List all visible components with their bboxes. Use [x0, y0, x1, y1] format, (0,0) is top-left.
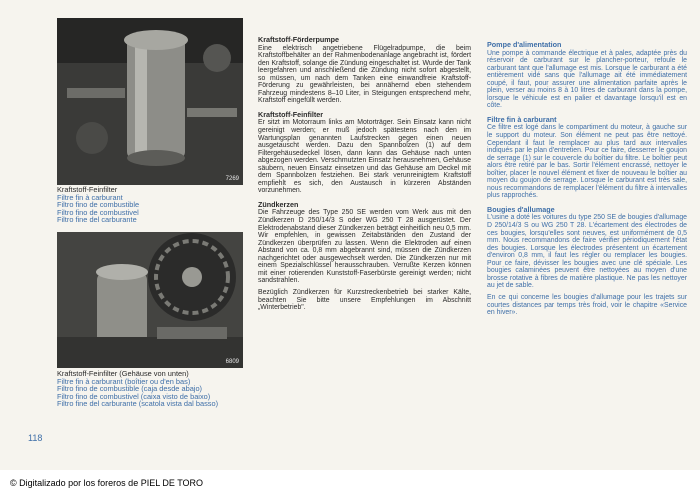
section-heading: Zündkerzen — [258, 199, 299, 209]
caption-translation: Filtro fine del carburante (scatola vista dal basso) — [57, 399, 219, 409]
caption-fuel-filter-housing — [57, 370, 218, 408]
section-paragraph: Er sitzt im Motorraum links am Motorträger. Sein Einsatz kann nicht gereinigt werden; er muß jedoch spätestens nach den im Wartungsplan genannten Laufstrecken gegen einen neuen ausgetauscht werden. Dazu den Spannbolzen (1) auf dem Filtergehäusedeckel lösen, dann kann das Gehäuse nach unten abgezogen werden. Verschmutzten Einsatz herausnehmen, Gehäuse säubern, neuen Einsatz einsetzen und das Gehäuse am Deckel mit dem Spannbolzen festziehen. Bei stark verunreinigtem Kraftstoff empfiehlt es sich, den Austausch in kürzeren Abständen vorzunehmen. — [258, 119, 471, 195]
section-heading: Pompe d'alimentation — [487, 40, 562, 49]
caption-translation: Filtro fino de combustivel (caixa visto de baixo) — [57, 391, 211, 401]
section-fuel-pump — [258, 36, 471, 105]
photo-number: 6809 — [225, 359, 239, 365]
caption-german: Kraftstoff-Feinfilter (Gehäuse von unten) — [57, 369, 189, 378]
fuel-filter-illustration — [57, 18, 243, 185]
caption-translation: Filtro fino de combustible — [57, 200, 140, 210]
section-paragraph: Bezüglich Zündkerzen für Kurzstreckenbetrieb bei starker Kälte, beachten Sie bitte unsere Empfehlungen im Abschnitt „Winterbetrieb". — [258, 288, 471, 312]
caption-translation: Filtro fino de combustivel — [57, 207, 139, 217]
french-text-column — [487, 41, 687, 323]
section-bougies — [487, 206, 687, 317]
section-fuel-filter — [258, 111, 471, 195]
section-filtre — [487, 116, 687, 200]
fuel-filter-photo — [57, 18, 243, 185]
scan-credit: © Digitalizado por los foreros de PIEL DE TORO — [10, 478, 204, 488]
section-paragraph: L'usine a doté les voitures du type 250 SE de bougies d'allumage D 250/14/3 S ou WG 250 T 28. L'écartement des électrodes de ces bougies, lorsqu'elles sont neuves, est uniformément de 0,5 mm. Nous recommandons de faire vérifier périodiquement l'état des bougies. Lorsque les électrodes présentent un écartement d'environ 0,8 mm, il faut les régler ou remplacer les bougies. Pour ce faire, dévisser les bougies avec une clé spéciale. Les bougies calaminées peuvent être nettoyées au moyen d'une brosse rotative à fibres de matière plastique. Ne pas les nettoyer au jet de sable. — [487, 214, 687, 290]
section-heading: Kraftstoff-Förderpumpe — [258, 35, 340, 44]
section-paragraph: Die Fahrzeuge des Type 250 SE werden vom Werk aus mit den Zündkerzen D 250/14/3 S oder WG 250 T 28 ausgerüstet. Der Elektrodenabstand dieser Zündkerzen beträgt einheitlich neu 0,5 mm. Wir empfehlen, in gewissen Zeitabständen den Zustand der Zündkerzen überprüfen zu lassen. Wenn die Elektroden auf einen Abstand von ca. 0,8 mm abgebrannt sind, müssen die Zündkerzen nachgerichtet oder ausgewechselt werden. Die Zündkerzen nur mit einem Spezialschlüssel herausschrauben. Verrußte Kerzen können mit einer rotierenden Kunststoff-Faserbürste gereinigt werden; nicht sandstrahlen. — [258, 209, 471, 285]
caption-translation: Filtre fin à carburant (boîtier ou d'en bas) — [57, 376, 191, 386]
filter-housing-illustration — [57, 232, 243, 368]
caption-translation: Filtro fino de combustible (caja desde abajo) — [57, 384, 203, 394]
german-text-column — [258, 36, 471, 318]
caption-translation: Filtre fin à carburant — [57, 192, 123, 202]
section-spark-plugs — [258, 201, 471, 312]
fuel-filter-housing-photo — [57, 232, 243, 368]
section-pompe — [487, 41, 687, 110]
section-heading: Bougies d'allumage — [487, 204, 555, 214]
page-number: 118 — [28, 433, 43, 443]
section-heading: Kraftstoff-Feinfilter — [258, 109, 324, 119]
caption-german: Kraftstoff-Feinfilter — [57, 185, 118, 194]
caption-fuel-filter — [57, 186, 139, 224]
section-paragraph: Une pompe à commande électrique et à pales, adaptée près du réservoir de carburant sur le plancher-porteur, refoule le carburant tant que l'allumage est mis. Lorsque le carburant a été entièrement vidé sans que l'allumage ait été immédiatement coupé, il faut, pour assurer une alimentation parfaite après le plein, verser au moins 8 à 10 litres de carburant dans la pompe, lorsque le véhicule est en palier et davantage lorsqu'il est en côte. — [487, 49, 687, 110]
section-paragraph: Ce filtre est logé dans le compartiment du moteur, à gauche sur le support du moteur. Son élément ne peut pas être nettoyé. Cependant il faut le remplacer au plus tard aux intervalles indiqués par le plan d'entretien. Pour ce faire, desserrer le goujon de serrage (1) sur le couvercle du boîtier du filtre. Le boîtier peut alors être retiré par le bas. Sortir l'élément encrassé, nettoyer le boîtier, placer le nouvel élément et fixer de nouveau le boîtier au moyen du goujon de serrage. Lorsque le carburant est très sale, nous recommandons de remplacer l'élément du filtre à intervalles plus rapprochés. — [487, 124, 687, 200]
section-heading: Filtre fin à carburant — [487, 114, 557, 124]
photo-number: 7269 — [225, 176, 239, 182]
section-paragraph: Eine elektrisch angetriebene Flügelradpumpe, die beim Kraftstoffbehälter an der Rahmenbodenanlage angebracht ist, fördert den Kraftstoff, solange die Zündung eingeschaltet ist. Wurde der Tank leergefahren und anschließend die Zündung nicht sofort abgestellt, so müssen, um nach dem Tanken eine einwandfreie Kraftstoff-Förderung zu gewährleisten, bei annähernd eben stehendem Fahrzeug mindestens 8–10 Liter, in Steigungen entsprechend mehr, Kraftstoff eingefüllt werden. — [258, 44, 471, 105]
caption-translation: Filtro fine del carburante — [57, 215, 137, 225]
section-paragraph: En ce qui concerne les bougies d'allumage pour les trajets sur courtes distances par temps très froid, voir le chapitre «Service en hiver». — [487, 293, 687, 317]
